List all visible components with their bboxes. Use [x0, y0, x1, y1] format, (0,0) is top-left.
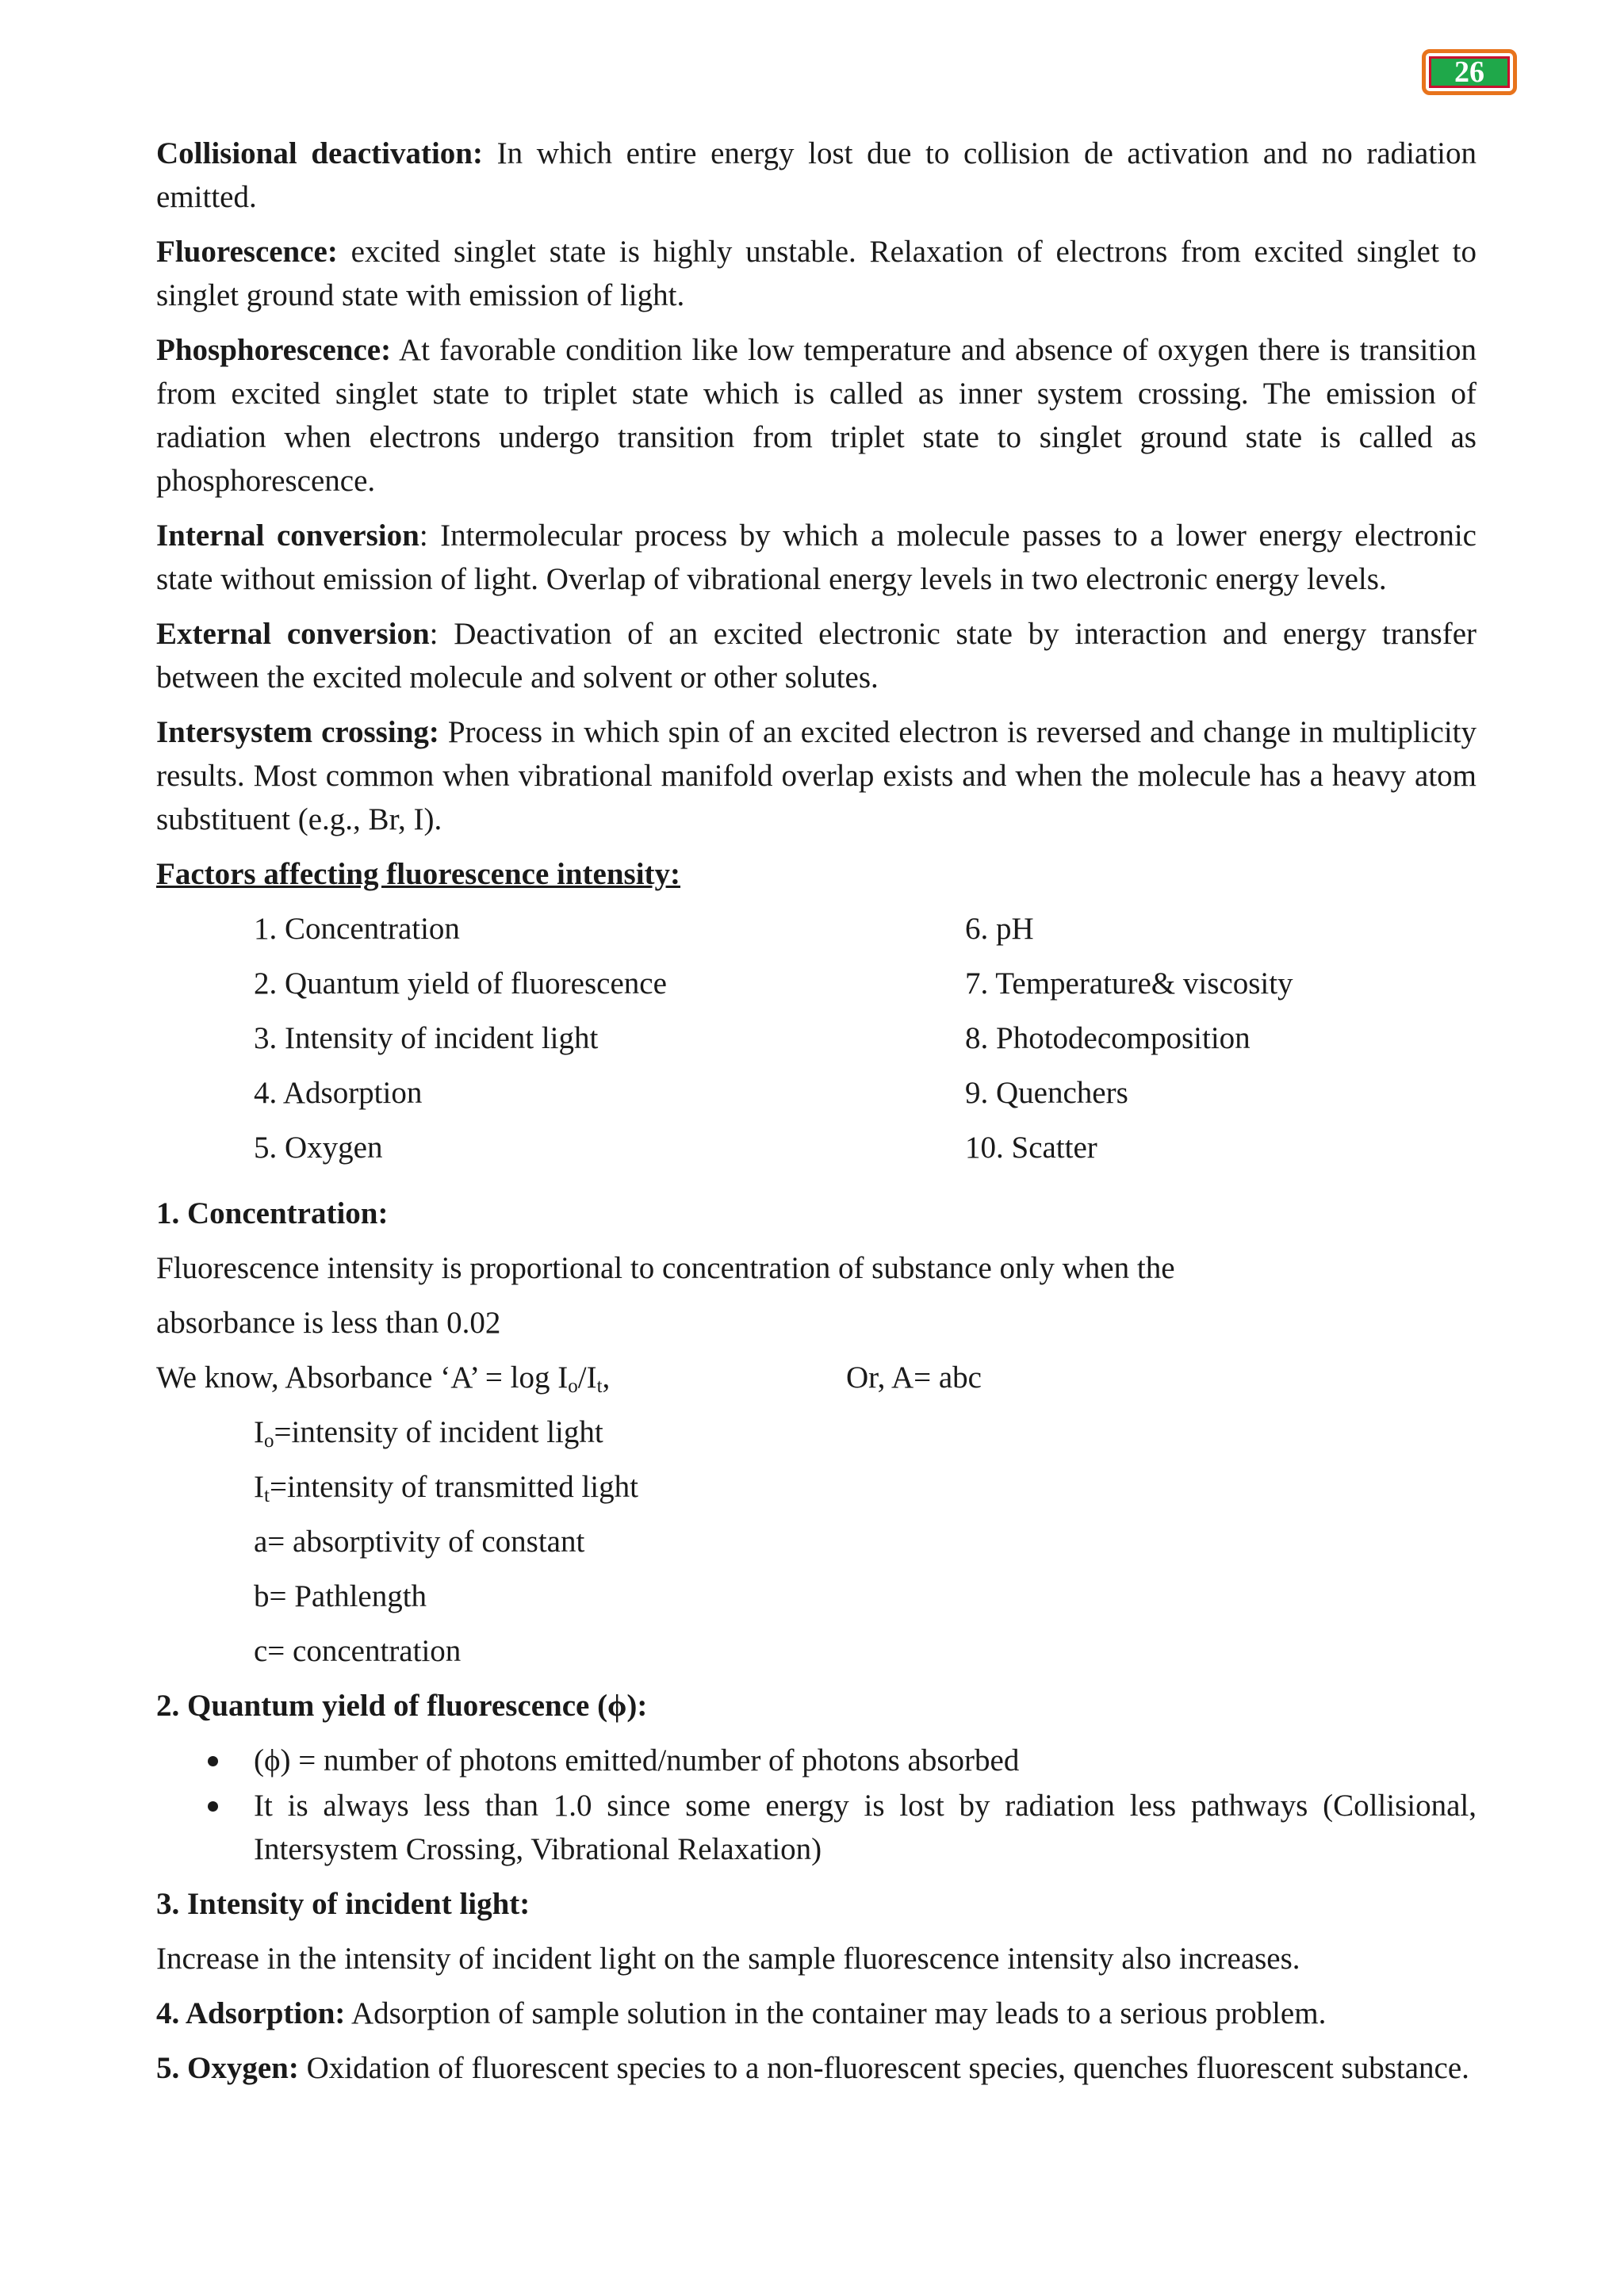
definition-internal-conversion [156, 514, 1477, 601]
definition-term: External conversion [156, 617, 430, 651]
formula-mid: /I [577, 1360, 597, 1395]
definition-c: c= concentration [254, 1634, 462, 1668]
concentration-text-line-1: Fluorescence intensity is proportional to concentration of substance only when the [156, 1251, 1175, 1285]
factor-row [254, 1126, 1477, 1181]
definition-term: Intersystem crossing: [156, 715, 439, 749]
incident-light-heading: 3. Intensity of incident light: [156, 1887, 530, 1921]
definition-text: : Deactivation of an excited electronic state by interaction and energy transfer between the excited molecule and solvent or other solutes. [156, 617, 1477, 695]
definition-term: Phosphorescence: [156, 333, 392, 367]
formula-prefix: We know, Absorbance ‘A’ = log I [156, 1360, 569, 1395]
adsorption-term: 4. Adsorption: [156, 1996, 346, 2030]
definition-external-conversion [156, 612, 1477, 699]
factor-item: 4. Adsorption [254, 1076, 423, 1110]
it-text: =intensity of transmitted light [269, 1470, 638, 1504]
io-text: =intensity of incident light [274, 1415, 603, 1449]
factor-item: 5. Oxygen [254, 1131, 383, 1165]
concentration-text-line-2: absorbance is less than 0.02 [156, 1306, 501, 1340]
factor-item: 7. Temperature& viscosity [965, 966, 1293, 1001]
factor-item: 6. pH [965, 912, 1034, 946]
definition-it [254, 1465, 1477, 1509]
variable-definitions [156, 1410, 1477, 1673]
factor-row [254, 962, 1477, 1016]
list-item-text: (ϕ) = number of photons emitted/number of photons absorbed [254, 1743, 1020, 1777]
definition-collisional-deactivation [156, 132, 1477, 219]
factor-item: 1. Concentration [254, 912, 460, 946]
factors-list [156, 907, 1477, 1181]
io-subscript: o [264, 1430, 274, 1452]
factor-row [254, 1071, 1477, 1126]
absorbance-formula-log [156, 1356, 846, 1399]
definition-intersystem-crossing [156, 710, 1477, 841]
list-item [156, 1739, 1477, 1782]
definition-b: b= Pathlength [254, 1579, 427, 1613]
oxygen-term: 5. Oxygen: [156, 2051, 299, 2085]
factor-item: 8. Photodecomposition [965, 1021, 1251, 1055]
concentration-heading: 1. Concentration: [156, 1196, 389, 1230]
factor-row [254, 907, 1477, 962]
it-symbol: I [254, 1470, 264, 1504]
definition-text: Process in which spin of an excited electron is reversed and change in multiplicity results. Most common when vibrational manifold overlap exists and when the molecule has a heavy atom substituent (e.g., Br, I). [156, 715, 1477, 836]
io-symbol: I [254, 1415, 264, 1449]
page-content [156, 132, 1477, 2101]
list-item-text: It is always less than 1.0 since some energy is lost by radiation less pathways (Collisional, Intersystem Crossing, Vibrational Relaxation) [254, 1789, 1477, 1866]
factor-item: 10. Scatter [965, 1131, 1097, 1165]
bullet-icon [208, 1756, 218, 1766]
adsorption-text: Adsorption of sample solution in the container may leads to a serious problem. [345, 1996, 1327, 2030]
definition-term: Fluorescence: [156, 235, 338, 269]
oxygen-text: Oxidation of fluorescent species to a non-fluorescent species, quenches fluorescent substance. [298, 2051, 1469, 2085]
definition-a: a= absorptivity of constant [254, 1525, 585, 1559]
quantum-yield-heading: 2. Quantum yield of fluorescence (ϕ): [156, 1689, 648, 1723]
factor-row [254, 1016, 1477, 1071]
incident-light-text: Increase in the intensity of incident light on the sample fluorescence intensity also increases. [156, 1942, 1300, 1976]
page-number: 26 [1429, 56, 1510, 88]
definition-io [254, 1410, 1477, 1454]
quantum-yield-list [156, 1739, 1477, 1871]
bullet-icon [208, 1801, 218, 1812]
definition-text: In which entire energy lost due to collision de activation and no radiation emitted. [156, 136, 1477, 214]
definition-fluorescence [156, 230, 1477, 317]
factors-heading: Factors affecting fluorescence intensity: [156, 857, 681, 891]
oxygen-paragraph [156, 2046, 1477, 2090]
page-number-badge [1422, 49, 1517, 95]
list-item [156, 1784, 1477, 1871]
definition-term: Internal conversion [156, 519, 419, 553]
definition-text: : Intermolecular process by which a molecule passes to a lower energy electronic state without emission of light. Overlap of vibrational energy levels in two electronic energy levels. [156, 519, 1477, 596]
definition-term: Collisional deactivation: [156, 136, 483, 170]
formula-subscript-o: o [568, 1376, 578, 1397]
definition-text: excited singlet state is highly unstable. Relaxation of electrons from excited singlet to singlet ground state with emission of light. [156, 235, 1477, 312]
adsorption-paragraph [156, 1992, 1477, 2035]
definition-phosphorescence [156, 328, 1477, 503]
factor-item: 9. Quenchers [965, 1076, 1128, 1110]
formula-subscript-t: t [596, 1376, 603, 1397]
factor-item: 3. Intensity of incident light [254, 1021, 599, 1055]
formula-end: , [602, 1360, 611, 1395]
absorbance-formula-abc: Or, A= abc [846, 1360, 982, 1395]
factor-item: 2. Quantum yield of fluorescence [254, 966, 667, 1001]
absorbance-formula [156, 1356, 1477, 1399]
definition-text: At favorable condition like low temperature and absence of oxygen there is transition from excited singlet state to triplet state which is called as inner system crossing. The emission of radiation when electrons undergo transition from triplet state to singlet ground state is called as phosphorescence. [156, 333, 1477, 498]
it-subscript: t [264, 1485, 270, 1506]
